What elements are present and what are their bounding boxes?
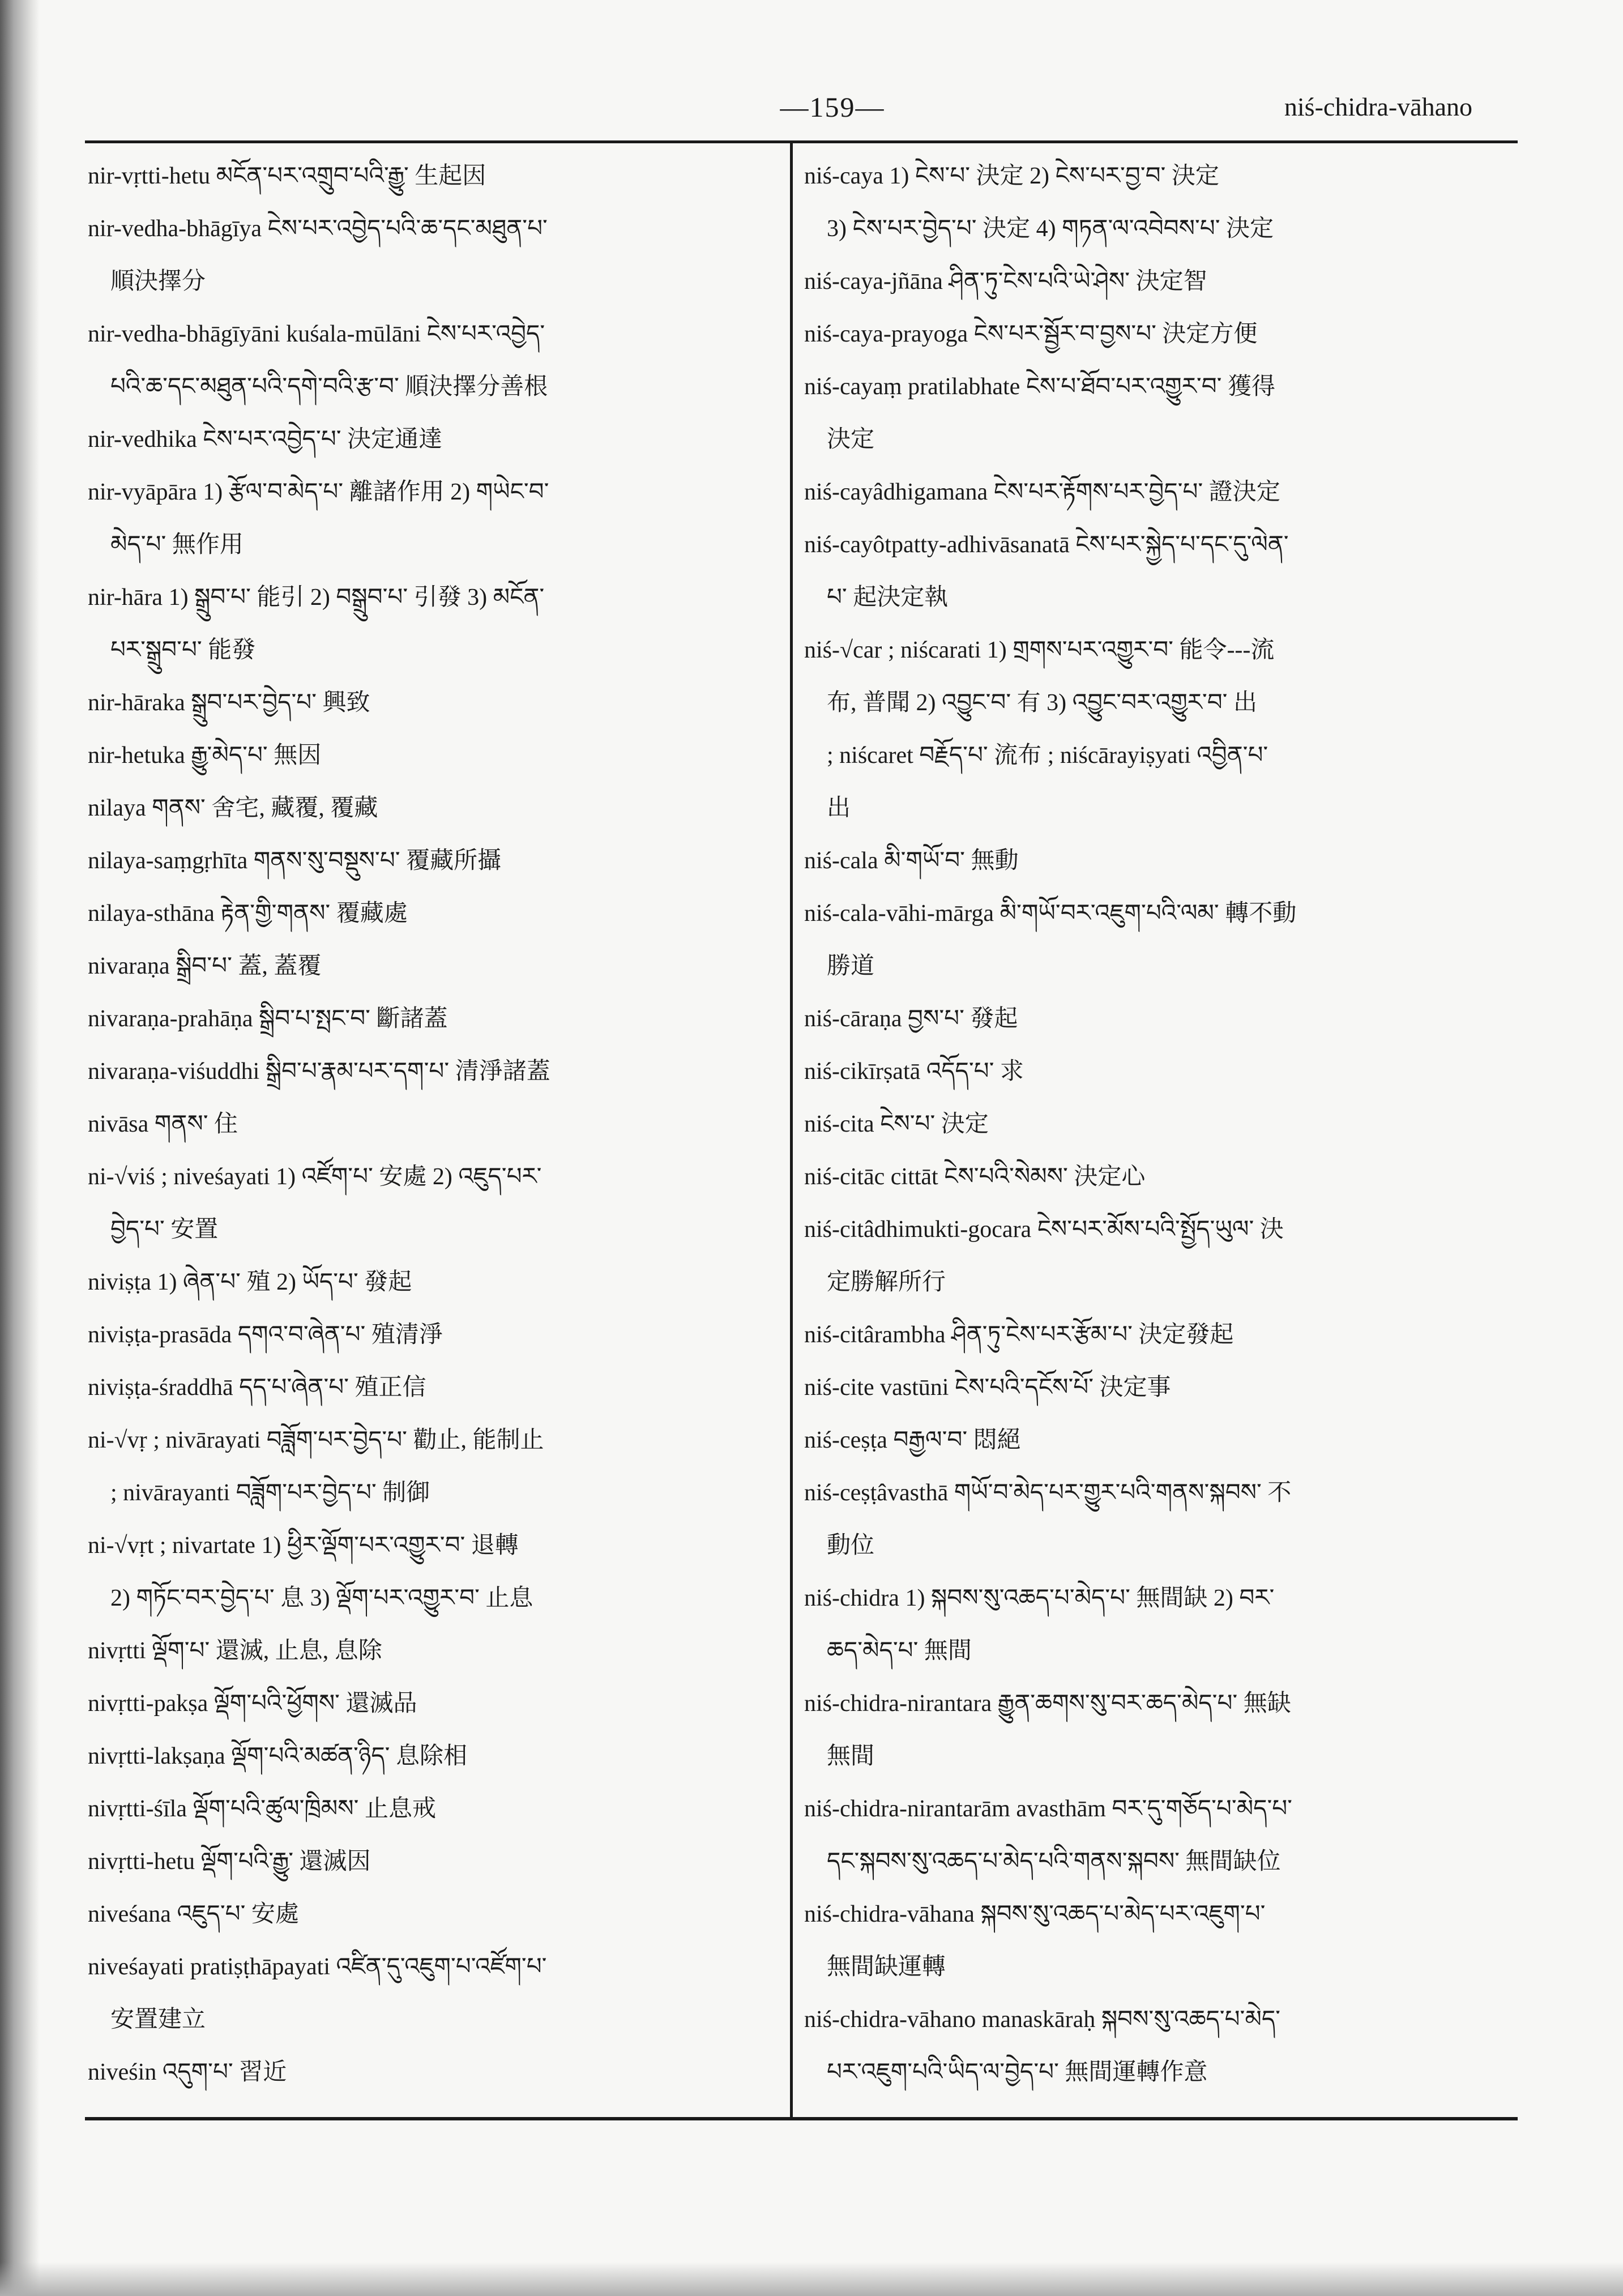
dictionary-entry: niveśin འདུག་པ་ 習近 [88,2059,287,2085]
dictionary-entry: nir-vedhika ངེས་པར་འབྱེད་པ་ 決定通達 [88,426,443,453]
entry-continuation: 決定 [827,426,875,453]
dictionary-entry: niś-citāc cittāt ངེས་པའི་སེམས་ 決定心 [804,1164,1146,1190]
dictionary-entry: niś-citârambha ཤིན་ཏུ་ངེས་པར་རྩོམ་པ་ 決定發起 [804,1322,1234,1348]
entry-continuation: 無間 [827,1743,875,1769]
dictionary-entry: niviṣṭa-prasāda དགའ་བ་ཞེན་པ་ 殖清淨 [88,1322,443,1348]
dictionary-entry: nilaya-sthāna རྟེན་གྱི་གནས་ 覆藏處 [88,901,408,927]
dictionary-entry: nir-vedha-bhāgīyāni kuśala-mūlāni ངེས་པར་འབྱེད་ [88,321,545,347]
entry-continuation: བྱེད་པ་ 安置 [110,1217,219,1243]
dictionary-entry: niś-chidra-vāhana སྐབས་སུ་འཆད་པ་མེད་པར་འཇུག་པ་ [804,1901,1266,1927]
dictionary-entry: niś-caya-jñāna ཤིན་ཏུ་ངེས་པའི་ཡེ་ཤེས་ 決定智 [804,268,1207,295]
dictionary-entry: niś-cala མི་གཡོ་བ་ 無動 [804,848,1019,874]
dictionary-entry: niś-chidra-nirantara རྒྱུན་ཆགས་སུ་བར་ཆད་མེད་པ་ 無缺 [804,1691,1291,1717]
entry-continuation: ; niścaret བརྗོད་པ་ 流布 ; niścārayiṣyati འབྱིན་པ་ [827,742,1268,769]
dictionary-entry: niś-ceṣṭâvasthā གཡོ་བ་མེད་པར་གྱུར་པའི་གནས་སྐབས་ 不 [804,1480,1292,1506]
dictionary-entry: ni-√vṛt ; nivartate 1) ཕྱིར་ལྡོག་པར་འགྱུར་བ་ 退轉 [88,1533,519,1559]
page-number: —159— [780,91,885,123]
dictionary-entry: niveśana འཇུད་པ་ 安處 [88,1901,299,1927]
entry-continuation: 2) གཏོང་བར་བྱེད་པ་ 息 3) ལྡོག་པར་འགྱུར་བ་ 止息 [110,1585,533,1611]
dictionary-entry: nilaya-saṃgṛhīta གནས་སུ་བསྡུས་པ་ 覆藏所攝 [88,848,502,874]
dictionary-entry: nir-hāra 1) སྒྲུབ་པ་ 能引 2) བསྒྲུབ་པ་ 引發 3) མངོན་ [88,584,545,611]
dictionary-entry: niś-cayaṃ pratilabhate ངེས་པ་ཐོབ་པར་འགྱུར་བ་ 獲得 [804,374,1275,400]
dictionary-entry: niviṣṭa 1) ཞེན་པ་ 殖 2) ཡོད་པ་ 發起 [88,1269,412,1295]
scan-shadow-left [0,0,40,2296]
dictionary-entry: nir-vyāpāra 1) རྩོལ་བ་མེད་པ་ 離諸作用 2) གཡེང་བ་ [88,479,549,505]
entry-continuation: པའི་ཆ་དང་མཐུན་པའི་དགེ་བའི་རྩ་བ་ 順決擇分善根 [110,374,548,400]
footer-rule [85,2117,1518,2120]
dictionary-entry: nir-hāraka སྒྲུབ་པར་བྱེད་པ་ 興致 [88,690,370,716]
dictionary-entry: niś-chidra-vāhano manaskāraḥ སྐབས་སུ་འཆད་པ་མེད་ [804,2007,1280,2033]
dictionary-entry: niś-cāraṇa བྱས་པ་ 發起 [804,1006,1018,1032]
entry-continuation: 勝道 [827,953,875,979]
dictionary-entry: niś-cikīrṣatā འདོད་པ་ 求 [804,1059,1024,1085]
dictionary-entry: niveśayati pratiṣṭhāpayati འཛིན་དུ་འཇུག་པ་འཛོག་པ་ [88,1954,547,1980]
dictionary-entry: niviṣṭa-śraddhā དད་པ་ཞེན་པ་ 殖正信 [88,1375,426,1401]
dictionary-entry: ni-√vṛ ; nivārayati བཟློག་པར་བྱེད་པ་ 勸止, 能制止 [88,1427,544,1453]
entry-continuation: པར་སྒྲུབ་པ་ 能發 [110,637,256,663]
right-column [804,150,1495,2099]
entry-continuation: 布, 普聞 2) འབྱུང་བ་ 有 3) འབྱུང་བར་འགྱུར་བ་ 出 [827,690,1257,716]
dictionary-entry: niś-caya-prayoga ངེས་པར་སྦྱོར་བ་བྱས་པ་ 決定方便 [804,321,1258,347]
dictionary-entry: nivaraṇa-viśuddhi སྒྲིབ་པ་རྣམ་པར་དག་པ་ 清淨諸蓋 [88,1059,550,1085]
dictionary-entry: niś-ceṣṭa བརྒྱལ་བ་ 悶絕 [804,1427,1021,1453]
left-column [88,150,779,2099]
running-head: niś-chidra-vāhano [1284,92,1472,121]
dictionary-entry: niś-cite vastūni ངེས་པའི་དངོས་པོ་ 決定事 [804,1375,1171,1401]
entry-continuation: དང་སྐབས་སུ་འཆད་པ་མེད་པའི་གནས་སྐབས་ 無間缺位 [827,1849,1281,1875]
column-divider [790,143,793,2118]
entry-continuation: པ་ 起決定執 [827,584,949,611]
entry-continuation: 3) ངེས་པར་བྱེད་པ་ 決定 4) གཏན་ལ་འབེབས་པ་ 決定 [827,216,1274,242]
dictionary-entry: nivaraṇa-prahāṇa སྒྲིབ་པ་སྤང་བ་ 斷諸蓋 [88,1006,448,1032]
entry-continuation: ; nivārayanti བཟློག་པར་བྱེད་པ་ 制御 [110,1480,430,1506]
dictionary-entry: niś-cayâdhigamana ངེས་པར་རྟོགས་པར་བྱེད་པ་ 證決定 [804,479,1280,505]
page-header [85,85,1472,136]
entry-continuation: 動位 [827,1533,875,1559]
dictionary-entry: nivṛtti-śīla ལྡོག་པའི་ཚུལ་ཁྲིམས་ 止息戒 [88,1796,436,1822]
dictionary-entry: nir-vedha-bhāgīya ངེས་པར་འབྱེད་པའི་ཆ་དང་མཐུན་པ་ [88,216,548,242]
entry-continuation: 出 [827,795,851,821]
dictionary-entry: ni-√viś ; niveśayati 1) འཛོག་པ་ 安處 2) འཇུད་པར་ [88,1164,542,1190]
dictionary-entry: niś-cayôtpatty-adhivāsanatā ངེས་པར་སྐྱེད་པ་དང་དུ་ལེན་ [804,532,1289,558]
header-rule [85,140,1518,143]
dictionary-entry: nivṛtti-lakṣaṇa ལྡོག་པའི་མཚན་ཉིད་ 息除相 [88,1743,467,1769]
dictionary-entry: nivṛtti-pakṣa ལྡོག་པའི་ཕྱོགས་ 還滅品 [88,1691,417,1717]
dictionary-entry: nivaraṇa སྒྲིབ་པ་ 蓋, 蓋覆 [88,953,322,979]
dictionary-entry: nivṛtti-hetu ལྡོག་པའི་རྒྱུ་ 還滅因 [88,1849,371,1875]
entry-continuation: པར་འཇུག་པའི་ཡིད་ལ་བྱེད་པ་ 無間運轉作意 [827,2059,1208,2085]
dictionary-entry: nilaya གནས་ 舍宅, 藏覆, 覆藏 [88,795,378,821]
entry-continuation: 定勝解所行 [827,1269,946,1295]
dictionary-entry: nivṛtti ལྡོག་པ་ 還滅, 止息, 息除 [88,1638,382,1664]
dictionary-entry: nir-vṛtti-hetu མངོན་པར་འགྲུབ་པའི་རྒྱུ་ 生起因 [88,163,486,189]
entry-continuation: 無間缺運轉 [827,1954,946,1980]
dictionary-entry: niś-√car ; niścarati 1) གྲགས་པར་འགྱུར་བ་ 能令---流 [804,637,1275,663]
entry-continuation: 順決擇分 [110,268,206,295]
dictionary-entry: niś-cita ངེས་པ་ 決定 [804,1111,989,1137]
dictionary-entry: niś-cala-vāhi-mārga མི་གཡོ་བར་འཇུག་པའི་ལམ་ 轉不動 [804,901,1297,927]
scan-shadow-bottom [0,2262,1623,2296]
dictionary-entry: nivāsa གནས་ 住 [88,1111,238,1137]
dictionary-entry: nir-hetuka རྒྱུ་མེད་པ་ 無因 [88,742,322,769]
entry-continuation: ཆད་མེད་པ་ 無間 [827,1638,972,1664]
entry-continuation: མེད་པ་ 無作用 [110,532,244,558]
dictionary-entry: niś-chidra 1) སྐབས་སུ་འཆད་པ་མེད་པ་ 無間缺 2) བར་ [804,1585,1275,1611]
dictionary-entry: niś-caya 1) ངེས་པ་ 決定 2) ངེས་པར་བྱ་བ་ 決定 [804,163,1219,189]
dictionary-entry: niś-citâdhimukti-gocara ངེས་པར་མོས་པའི་སྤྱོད་ཡུལ་ 決 [804,1217,1284,1243]
dictionary-entry: niś-chidra-nirantarām avasthām བར་དུ་གཅོད་པ་མེད་པ་ [804,1796,1293,1822]
entry-continuation: 安置建立 [110,2007,206,2033]
